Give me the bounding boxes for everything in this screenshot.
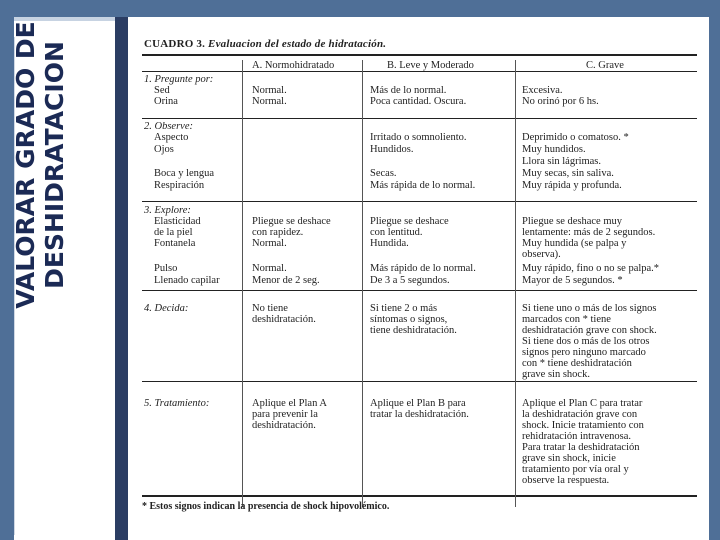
s4-c5: signos pero ninguno marcado: [522, 347, 646, 358]
s4-b2: síntomas o signos,: [370, 314, 448, 325]
s4-c3: deshidratación grave con shock.: [522, 325, 657, 336]
col-header-b: B. Leve y Moderado: [387, 60, 474, 71]
hydration-table: [128, 17, 709, 540]
col-divider-2: [362, 60, 363, 507]
s3-r1-label-1: Elasticidad: [154, 216, 201, 227]
s4-c1: Si tiene uno o más de los signos: [522, 303, 657, 314]
rule-3: [142, 290, 697, 291]
s4-c6: con * tiene deshidratación: [522, 358, 632, 369]
s3-r1-b2: con lentitud.: [370, 227, 423, 238]
s3-r2-label: Fontanela: [154, 238, 196, 249]
s4-c2: marcados con * tiene: [522, 314, 611, 325]
s4-b1: Si tiene 2 o más: [370, 303, 438, 314]
slide-title-line-1: VALORAR GRADO DE: [11, 21, 40, 309]
s3-r3-b: Más rápido de lo normal.: [370, 263, 476, 274]
s4-heading: 4. Decida:: [144, 303, 189, 314]
s5-a2: para prevenir la: [252, 409, 318, 420]
rule-1: [142, 118, 697, 119]
s2-r3-c: Muy secas, sin saliva.: [522, 168, 614, 179]
col-header-a: A. Normohidratado: [252, 60, 335, 71]
s2-r2-label: Ojos: [154, 144, 174, 155]
s3-r2-c1: Muy hundida (se palpa y: [522, 238, 627, 249]
s3-r3-a: Normal.: [252, 263, 287, 274]
s5-c2: la deshidratación grave con: [522, 409, 638, 420]
s2-heading: 2. Observe:: [144, 121, 193, 132]
slide-right-border: [709, 0, 720, 540]
col-divider-3: [515, 60, 516, 507]
s5-heading: 5. Tratamiento:: [144, 398, 210, 409]
slide-top-border: [0, 0, 720, 17]
slide-title: [11, 0, 69, 330]
rule-top: [142, 54, 697, 56]
rule-bottom: [142, 495, 697, 497]
s3-r4-label: Llenado capilar: [154, 275, 220, 286]
s5-c7: tratamiento por vía oral y: [522, 464, 629, 475]
s3-r2-c2: observa).: [522, 249, 561, 260]
s2-r1-b: Irritado o somnoliento.: [370, 132, 467, 143]
s1-r1-a: Normal.: [252, 85, 287, 96]
s1-r2-a: Normal.: [252, 96, 287, 107]
s2-r2-c1: Muy hundidos.: [522, 144, 586, 155]
s5-b2: tratar la deshidratación.: [370, 409, 469, 420]
s2-r4-b: Más rápida de lo normal.: [370, 180, 476, 191]
s3-heading: 3. Explore:: [144, 205, 191, 216]
s1-r1-c: Excesiva.: [522, 85, 563, 96]
s1-heading: 1. Pregunte por:: [144, 74, 214, 85]
s1-r2-b: Poca cantidad. Oscura.: [370, 96, 467, 107]
s5-c4: rehidratación intravenosa.: [522, 431, 632, 442]
s4-c7: grave sin shock.: [522, 369, 590, 380]
s5-c8: observe la respuesta.: [522, 475, 610, 486]
s2-r1-c: Deprimido o comatoso. *: [522, 132, 629, 143]
s1-r2-c: No orinó por 6 hs.: [522, 96, 599, 107]
rule-4: [142, 381, 697, 382]
s1-r2-label: Orina: [154, 96, 178, 107]
rule-header: [142, 71, 697, 72]
s3-r4-a: Menor de 2 seg.: [252, 275, 320, 286]
s5-c6: grave sin shock, inicie: [522, 453, 616, 464]
s4-a1: No tiene: [252, 303, 288, 314]
s3-r1-c1: Pliegue se deshace muy: [522, 216, 623, 227]
s2-r4-label: Respiración: [154, 180, 205, 191]
s3-r1-a2: con rapidez.: [252, 227, 304, 238]
s3-r3-c: Muy rápido, fino o no se palpa.*: [522, 263, 660, 274]
s4-b3: tiene deshidratación.: [370, 325, 457, 336]
s5-c5: Para tratar la deshidratación: [522, 442, 640, 453]
table-footnote: * Estos signos indican la presencia de shock hipovolémico.: [142, 501, 390, 512]
s2-r3-label: Boca y lengua: [154, 168, 215, 179]
s3-r2-a: Normal.: [252, 238, 287, 249]
s2-r2-b: Hundidos.: [370, 144, 414, 155]
slide-title-line-2: DESHIDRATACION: [40, 41, 69, 289]
s2-r1-label: Aspecto: [154, 132, 189, 143]
s4-c4: Si tiene dos o más de los otros: [522, 336, 650, 347]
s5-a3: deshidratación.: [252, 420, 316, 431]
rule-2: [142, 201, 697, 202]
col-divider-1: [242, 60, 243, 507]
s3-r2-b: Hundida.: [370, 238, 409, 249]
col-header-c: C. Grave: [586, 60, 624, 71]
s3-r1-a1: Pliegue se deshace: [252, 216, 331, 227]
s3-r4-c: Mayor de 5 segundos. *: [522, 275, 623, 286]
s5-b1: Aplique el Plan B para: [370, 398, 466, 409]
s1-r1-label: Sed: [154, 85, 170, 96]
s5-a1: Aplique el Plan A: [252, 398, 327, 409]
s5-c3: shock. Inicie tratamiento con: [522, 420, 644, 431]
s3-r3-label: Pulso: [154, 263, 178, 274]
s2-r2-c2: Llora sin lágrimas.: [522, 156, 602, 167]
caption-title: Evaluacion del estado de hidratación.: [208, 38, 387, 50]
table-caption: [144, 38, 386, 50]
s4-a2: deshidratación.: [252, 314, 316, 325]
s2-r4-c: Muy rápida y profunda.: [522, 180, 622, 191]
s1-r1-b: Más de lo normal.: [370, 85, 447, 96]
s2-r3-b: Secas.: [370, 168, 397, 179]
s3-r1-c2: lentamente: más de 2 segundos.: [522, 227, 656, 238]
caption-label: CUADRO 3.: [144, 38, 206, 50]
s5-c1: Aplique el Plan C para tratar: [522, 398, 643, 409]
s3-r1-b1: Pliegue se deshace: [370, 216, 449, 227]
s3-r4-b: De 3 a 5 segundos.: [370, 275, 450, 286]
s3-r1-label-2: de la piel: [154, 227, 193, 238]
